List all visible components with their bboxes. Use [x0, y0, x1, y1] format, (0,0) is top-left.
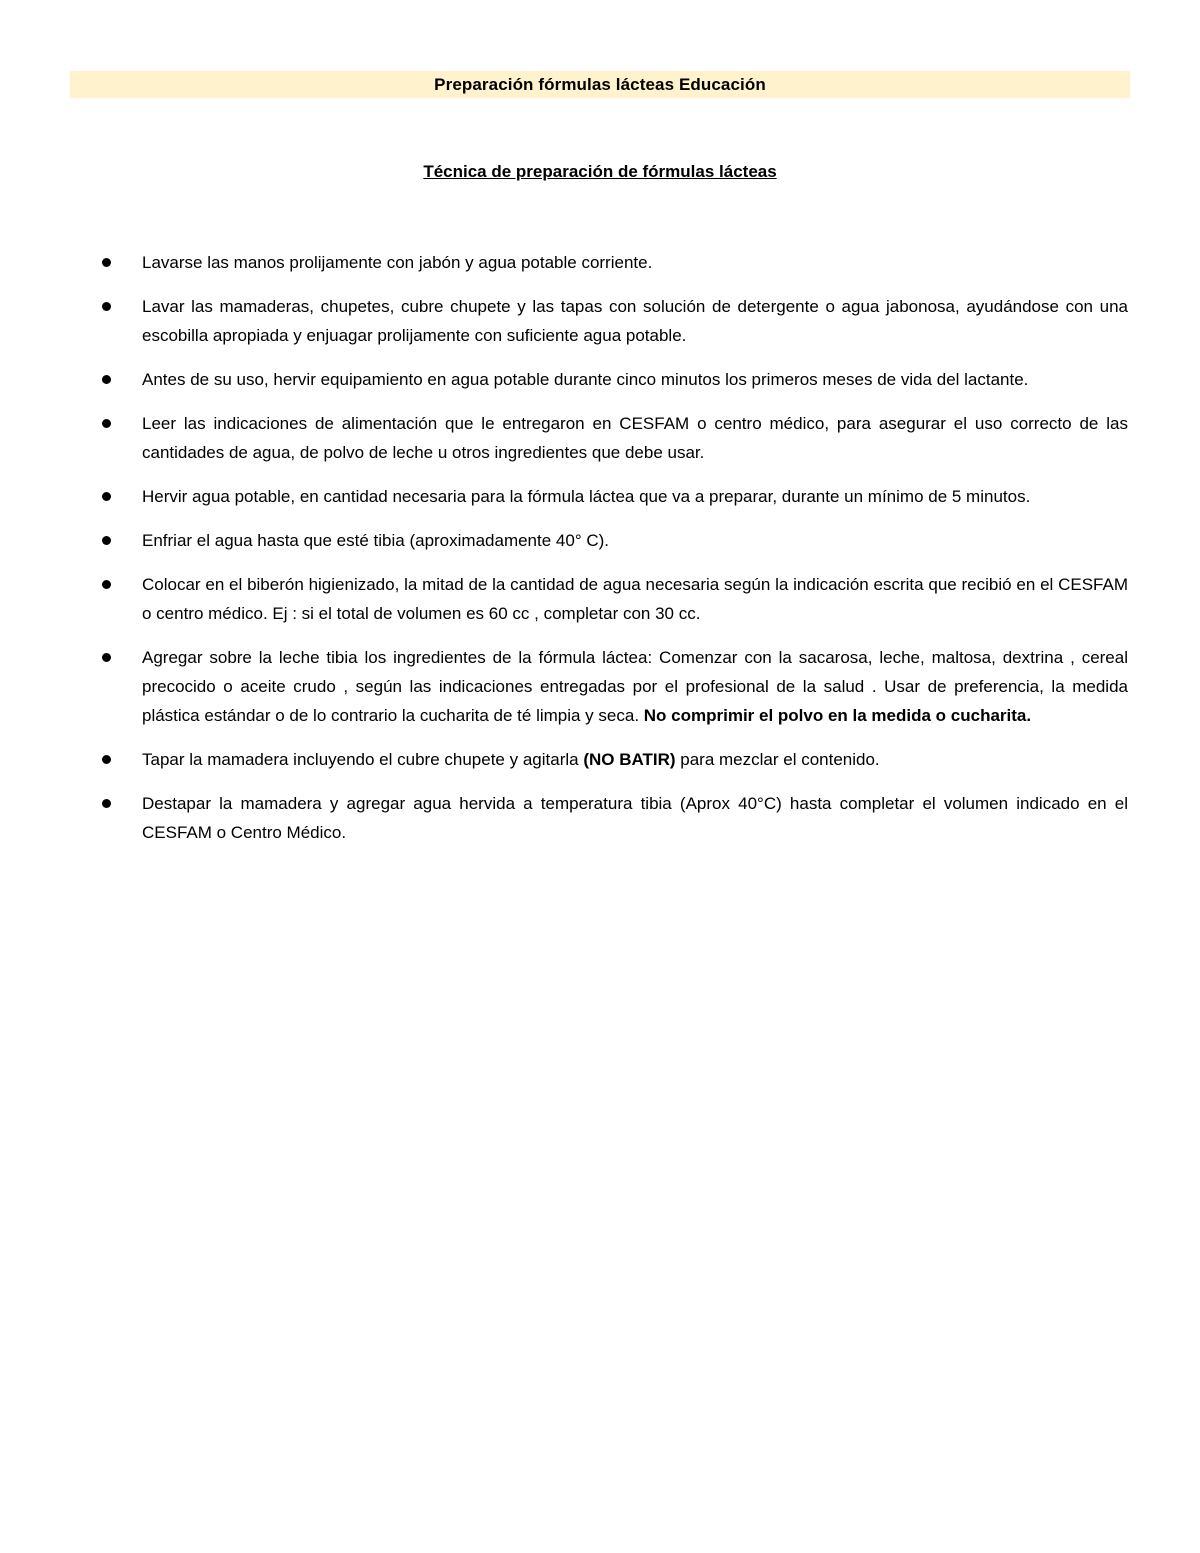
bullet-icon: [102, 799, 111, 808]
step-text: Colocar en el biberón higienizado, la mitad de la cantidad de agua necesaria según la indicación escrita que recibió en el CESFAM o centro médico. Ej : si el total de volumen es 60 cc , completar con 30 cc.: [142, 575, 1128, 623]
step-text: Hervir agua potable, en cantidad necesaria para la fórmula láctea que va a preparar, durante un mínimo de 5 minutos.: [142, 487, 1031, 506]
step-text: Leer las indicaciones de alimentación que le entregaron en CESFAM o centro médico, para asegurar el uso correcto de las cantidades de agua, de polvo de leche u otros ingredientes que debe usar.: [142, 414, 1128, 462]
step-text: Agregar sobre la leche tibia los ingredientes de la fórmula láctea: Comenzar con la sacarosa, leche, maltosa, dextrina , cereal precocido o aceite crudo , según las indicaciones entregadas por el profesional de la salud . Usar de preferencia, la medida plástica estándar o de lo contrario la cucharita de té limpia y seca.: [142, 648, 1128, 725]
list-item: [100, 248, 1128, 277]
list-item: [100, 745, 1128, 774]
step-text-after: para mezclar el contenido.: [675, 750, 880, 769]
step-text: Lavar las mamaderas, chupetes, cubre chupete y las tapas con solución de detergente o agua jabonosa, ayudándose con una escobilla apropiada y enjuagar prolijamente con suficiente agua potable.: [142, 297, 1128, 345]
step-bold-text: No comprimir el polvo en la medida o cucharita.: [643, 706, 1032, 725]
bullet-icon: [102, 653, 111, 662]
step-text: Destapar la mamadera y agregar agua hervida a temperatura tibia (Aprox 40°C) hasta completar el volumen indicado en el CESFAM o Centro Médico.: [142, 794, 1128, 842]
document-header-title: Preparación fórmulas lácteas Educación: [434, 74, 766, 94]
bullet-icon: [102, 755, 111, 764]
bullet-icon: [102, 419, 111, 428]
list-item: [100, 643, 1128, 730]
list-item: [100, 292, 1128, 350]
bullet-icon: [102, 580, 111, 589]
section-title: Técnica de preparación de fórmulas lácteas: [423, 162, 777, 181]
bullet-icon: [102, 258, 111, 267]
list-item: [100, 409, 1128, 467]
bullet-icon: [102, 492, 111, 501]
bullet-icon: [102, 302, 111, 311]
list-item: [100, 365, 1128, 394]
step-text: Lavarse las manos prolijamente con jabón y agua potable corriente.: [142, 253, 653, 272]
list-item: [100, 482, 1128, 511]
steps-list: [100, 248, 1128, 862]
bullet-icon: [102, 375, 111, 384]
step-text: Enfriar el agua hasta que esté tibia (aproximadamente 40° C).: [142, 531, 610, 550]
header-bar: [70, 71, 1130, 98]
bullet-icon: [102, 536, 111, 545]
list-item: [100, 570, 1128, 628]
step-bold-text: (NO BATIR): [583, 750, 676, 769]
list-item: [100, 526, 1128, 555]
list-item: [100, 789, 1128, 847]
step-text: Tapar la mamadera incluyendo el cubre chupete y agitarla: [142, 750, 584, 769]
step-text: Antes de su uso, hervir equipamiento en agua potable durante cinco minutos los primeros meses de vida del lactante.: [142, 370, 1029, 389]
